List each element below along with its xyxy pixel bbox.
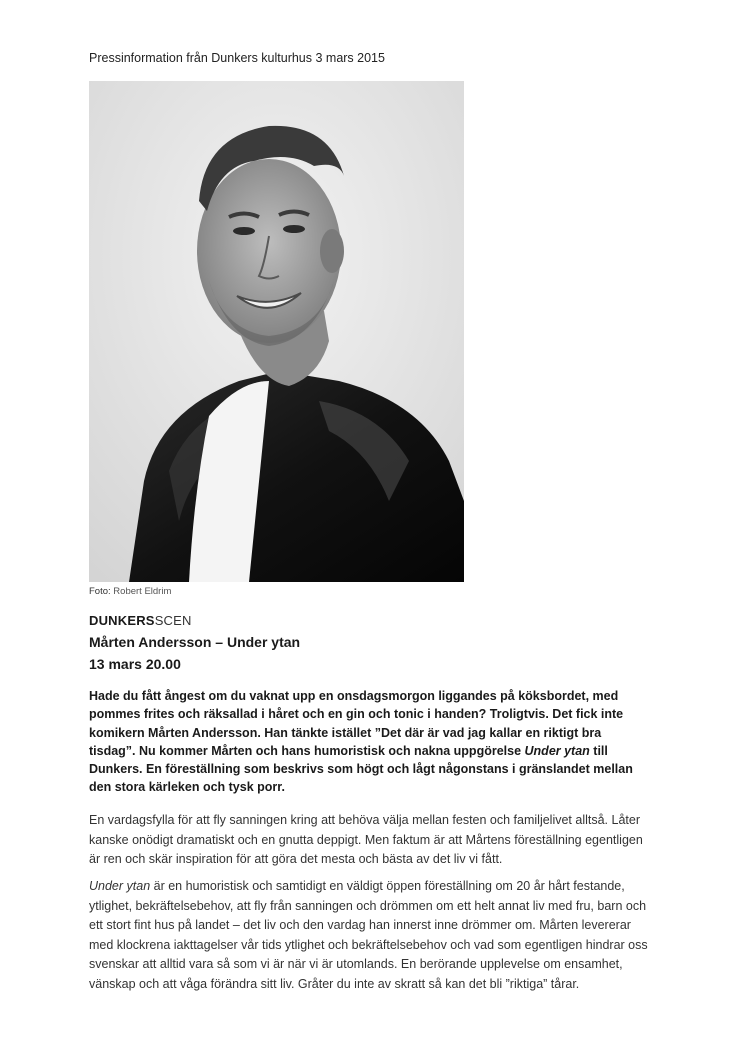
venue-name — [89, 613, 192, 628]
photo-caption-label: Foto: — [89, 586, 111, 597]
photo-caption — [89, 586, 171, 597]
body-show-title: Under ytan — [89, 879, 151, 893]
lead-text-part2: till Dunkers. En föreställning som beskrivs som högt och lågt någonstans i gränslandet mellan den stora kärleken och tysk porr. — [89, 743, 633, 795]
event-title: Mårten Andersson – Under ytan — [89, 634, 301, 650]
body-paragraph-2-text: är en humoristisk och samtidigt en väldigt öppen föreställning om 20 år hårt festande, ytlighet, bekräftelsebehov, att fly från sanningen och drömmen om ett helt annat liv med fru, barn och ett stort fint hus på landet – det liv och den vardag han innerst inne drömmer om. Mårten levererar med klockrena iakttagelser vår tids ytlighet och bekräftelsebehov och vad som egentligen hindrar oss svenskar att alltid vara så som vi är när vi är utomlands. En berörande upplevelse om ensamhet, vänskap och att våga förändra sitt liv. Gråter du inte av skratt så kan det bli ”riktiga” tårar. — [89, 879, 648, 991]
venue-name-bold: DUNKERS — [89, 613, 155, 628]
body-paragraph-2 — [89, 877, 657, 994]
event-date: 13 mars 20.00 — [89, 656, 181, 672]
venue-name-light: SCEN — [154, 613, 192, 628]
press-header: Pressinformation från Dunkers kulturhus 3 mars 2015 — [89, 51, 385, 65]
body-paragraph-1 — [89, 811, 654, 870]
photographer-name: Robert Eldrim — [113, 586, 172, 597]
lead-paragraph — [89, 687, 649, 797]
lead-show-title: Under ytan — [524, 743, 590, 758]
portrait-photo — [89, 81, 464, 582]
portrait-illustration — [89, 81, 464, 582]
body-paragraph-1-text: En vardagsfylla för att fly sanningen kring att behöva välja mellan festen och familjelivet alltså. Låter kanske onödigt dramatiskt och en gnutta deppigt. Men faktum är att Mårtens föreställning egentligen är ren och skär inspiration för att göra det mesta och bästa av det liv vi fått. — [89, 813, 643, 866]
lead-text-part1: Hade du fått ångest om du vaknat upp en onsdagsmorgon liggandes på köksbordet, med pommes frites och räksallad i håret och en gin och tonic i handen? Troligtvis. Det fick inte komikern Mårten Andersson. Han tänkte istället ”Det där är vad jag kallar en riktigt bra tisdag”. Nu kommer Mårten och hans humoristisk och nakna uppgörelse — [89, 689, 624, 758]
